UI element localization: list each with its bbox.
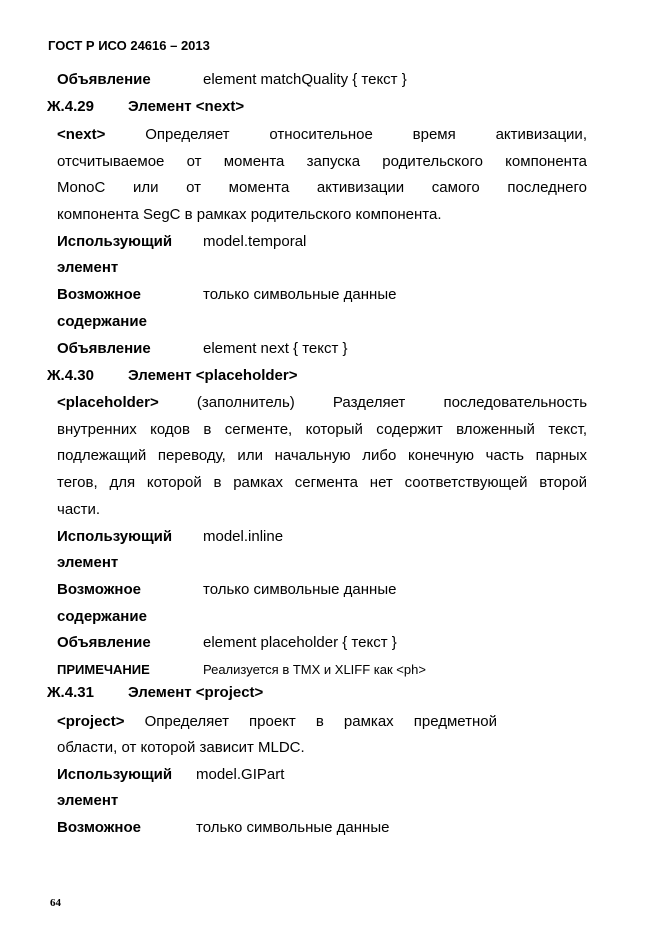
text: Определяет проект в рамках предметной	[144, 713, 497, 730]
text: отсчитываемое от момента запуска родительского компонента	[57, 153, 587, 170]
section-title: Элемент <project>	[128, 684, 264, 701]
text: части.	[57, 501, 101, 518]
section-number: Ж.4.31	[47, 684, 94, 701]
element-tag: <project>	[57, 713, 125, 730]
field-label: элемент	[57, 259, 119, 276]
declaration-row	[0, 339, 661, 359]
field-label: Объявление	[57, 340, 151, 357]
section-heading	[0, 366, 661, 386]
section-heading	[0, 97, 661, 117]
paragraph-line	[0, 152, 661, 172]
using-row	[0, 527, 661, 547]
field-label: Использующий	[57, 233, 173, 250]
using-row	[0, 232, 661, 252]
field-label: Использующий	[57, 528, 173, 545]
field-label: содержание	[57, 608, 147, 625]
paragraph-line	[0, 712, 661, 732]
content-row	[0, 285, 661, 305]
page-number: 64	[50, 897, 61, 909]
paragraph-line	[0, 393, 661, 413]
text: MonoC или от момента активизации самого последнего	[57, 179, 587, 196]
section-number: Ж.4.30	[47, 367, 94, 384]
field-value: element placeholder { текст }	[203, 634, 397, 651]
document-header: ГОСТ Р ИСО 24616 – 2013	[48, 38, 210, 53]
field-value: model.inline	[203, 528, 284, 545]
paragraph-line	[0, 178, 661, 198]
note-label: ПРИМЕЧАНИЕ	[57, 662, 150, 677]
field-label: элемент	[57, 792, 119, 809]
section-title: Элемент <next>	[128, 98, 245, 115]
field-label: Возможное	[57, 581, 141, 598]
note-row	[0, 660, 661, 680]
note-text: Реализуется в TMX и XLIFF как <ph>	[203, 662, 426, 677]
field-value: только символьные данные	[203, 286, 397, 303]
field-value: только символьные данные	[196, 819, 390, 836]
field-label: Возможное	[57, 286, 141, 303]
paragraph-line	[0, 473, 661, 493]
field-label: содержание	[57, 313, 147, 330]
paragraph-line	[0, 446, 661, 466]
declaration-row	[0, 633, 661, 653]
section-heading	[0, 683, 661, 703]
element-tag: <placeholder>	[57, 394, 159, 411]
field-value: element matchQuality { текст }	[203, 71, 407, 88]
paragraph-line	[0, 738, 661, 758]
field-label: элемент	[57, 554, 119, 571]
field-label: Возможное	[57, 819, 141, 836]
using-row	[0, 765, 661, 785]
text: области, от которой зависит MLDC.	[57, 739, 305, 756]
field-label: Использующий	[57, 766, 173, 783]
text: компонента SegC в рамках родительского компонента.	[57, 206, 442, 223]
text: (заполнитель) Разделяет последовательность	[196, 394, 587, 411]
section-title: Элемент <placeholder>	[128, 367, 298, 384]
text: подлежащий переводу, или начальную либо конечную часть парных	[57, 447, 587, 464]
field-label: Объявление	[57, 71, 151, 88]
element-tag: <next>	[57, 126, 106, 143]
content-row	[0, 818, 661, 838]
paragraph-line	[0, 205, 661, 225]
text: тегов, для которой в рамках сегмента нет соответствующей второй	[57, 474, 587, 491]
paragraph-line	[0, 500, 661, 520]
paragraph-line	[0, 420, 661, 440]
field-value: model.temporal	[203, 233, 307, 250]
field-label: Объявление	[57, 634, 151, 651]
section-number: Ж.4.29	[47, 98, 94, 115]
field-value: element next { текст }	[203, 340, 348, 357]
field-value: только символьные данные	[203, 581, 397, 598]
paragraph-line	[0, 125, 661, 145]
field-value: model.GIPart	[196, 766, 285, 783]
text: Определяет относительное время активизации,	[145, 126, 587, 143]
declaration-row	[0, 70, 661, 90]
content-row	[0, 580, 661, 600]
text: внутренних кодов в сегменте, который содержит вложенный текст,	[57, 421, 587, 438]
